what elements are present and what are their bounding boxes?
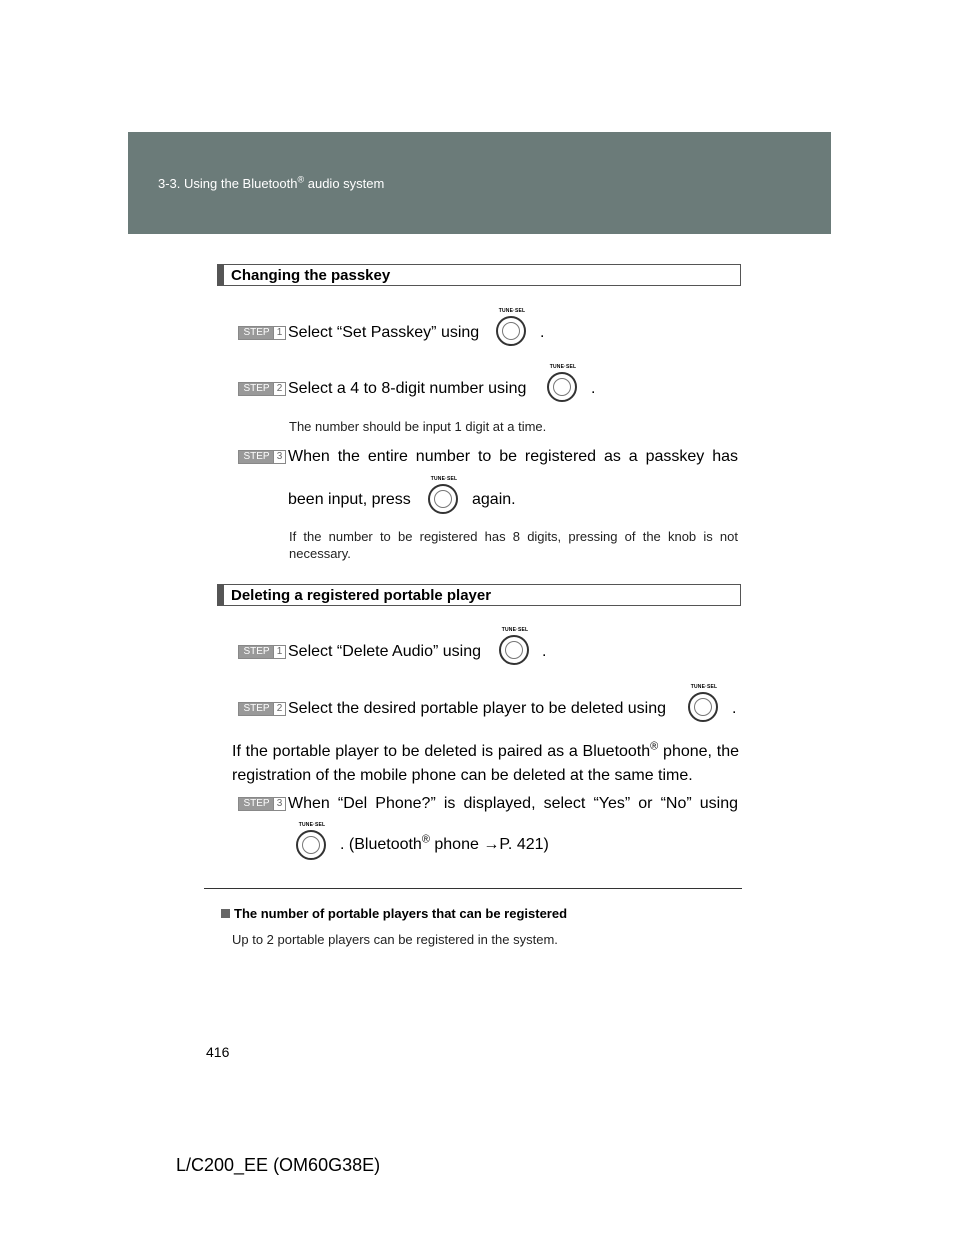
section-title: Deleting a registered portable player — [231, 587, 492, 604]
note-heading: The number of portable players that can be registered — [221, 906, 567, 921]
step-badge: STEP 2 — [238, 702, 286, 716]
step-note: The number should be input 1 digit at a time. — [289, 419, 547, 434]
section-heading-changing-passkey — [217, 264, 741, 286]
step-badge: STEP 1 — [238, 326, 286, 340]
tune-sel-knob-icon: TUNE·SEL — [495, 627, 535, 673]
step-badge: STEP 3 — [238, 450, 286, 464]
step-text: When “Del Phone?” is displayed, select “Yes” or “No” using — [288, 795, 738, 812]
step-text: Select “Delete Audio” using — [288, 643, 481, 660]
document-code: L/C200_EE (OM60G38E) — [176, 1155, 381, 1175]
page-number: 416 — [206, 1044, 230, 1060]
tune-sel-knob-icon: TUNE·SEL — [424, 476, 464, 522]
step-badge: STEP 3 — [238, 797, 286, 811]
paragraph: If the portable player to be deleted is paired as a Bluetooth® phone, the registration of the mobile phone can be deleted at the same time. — [232, 740, 739, 784]
chapter-title: 3-3. Using the Bluetooth® audio system — [158, 174, 385, 191]
step-text: Select the desired portable player to be deleted using — [288, 700, 667, 717]
tune-sel-knob-icon: TUNE·SEL — [684, 684, 724, 730]
tune-sel-knob-icon: TUNE·SEL — [543, 364, 583, 410]
step-text: Select a 4 to 8-digit number using — [288, 380, 527, 397]
step-note: If the number to be registered has 8 digits, pressing of the knob is not necessary. — [289, 529, 738, 561]
step-badge: STEP 2 — [238, 382, 286, 396]
square-bullet-icon — [221, 909, 230, 918]
step-text: Select “Set Passkey” using — [288, 324, 480, 341]
section-title: Changing the passkey — [231, 267, 391, 284]
chapter-header — [128, 132, 831, 234]
section-heading-deleting-player — [217, 584, 741, 606]
step-text: When the entire number to be registered as a passkey has — [288, 448, 738, 465]
tune-sel-knob-icon: TUNE·SEL — [492, 308, 532, 354]
step-badge: STEP 1 — [238, 645, 286, 659]
tune-sel-knob-icon: TUNE·SEL — [292, 822, 332, 868]
divider — [204, 888, 742, 889]
note-body: Up to 2 portable players can be registered in the system. — [232, 932, 558, 947]
